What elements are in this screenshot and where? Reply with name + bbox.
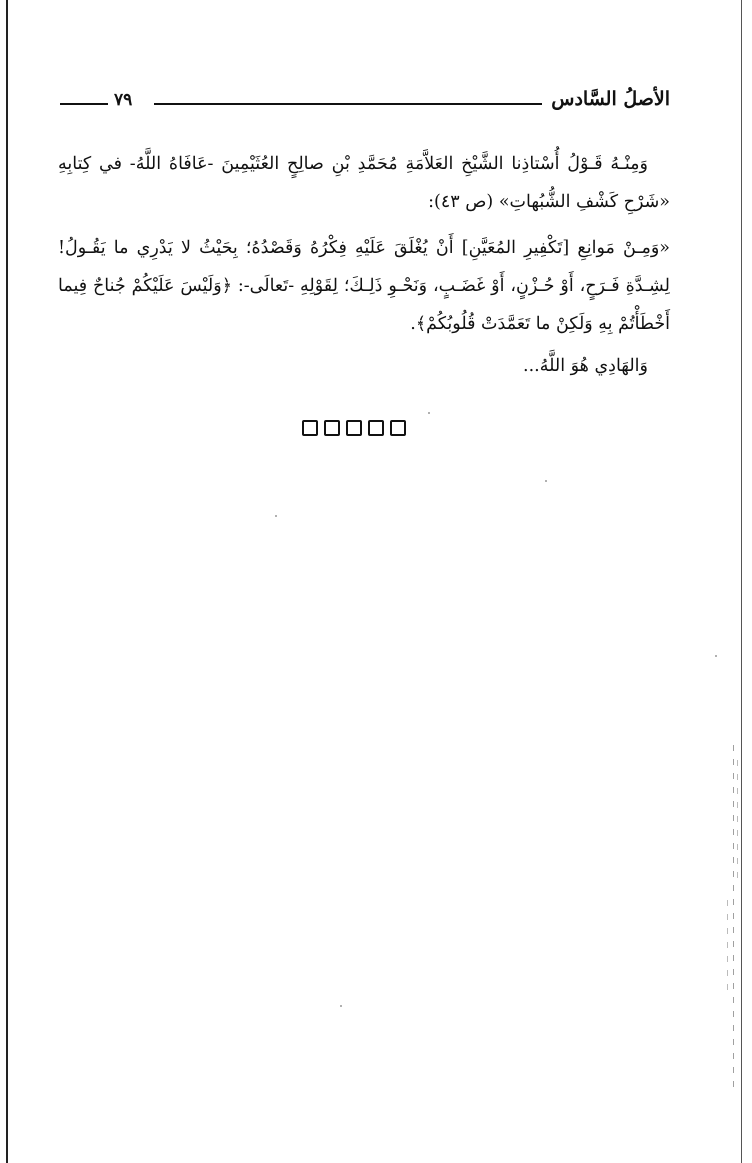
square-ornament-icon [368,420,384,436]
section-end-marker [302,420,406,440]
page-right-border [741,0,742,1163]
square-ornament-icon [302,420,318,436]
paragraph-intro: وَمِنْـهُ قَـوْلُ أُسْتاذِنا الشَّيْخِ العَلاَّمَةِ مُحَمَّدِ بْنِ صالِحٍ العُثَيْمِينَ -عَافَاهُ اللَّهُ- في كِتابِهِ «شَرْحِ كَشْفِ الشُّبُهاتِ» (ص ٤٣): [58,154,670,212]
paragraph-quote: «وَمِـنْ مَوانِعِ [تَكْفِيرِ المُعَيَّنِ] أَنْ يُغْلَقَ عَلَيْهِ فِكْرُهُ وَقَصْدُهُ؛ بِحَيْثُ لا يَدْرِي ما يَقُـولُ! لِشِـدَّةِ فَـرَحٍ، أَوْ حُـزْنٍ، أَوْ غَضَـبٍ، وَنَحْـوِ ذَلِـكَ؛ لِقَوْلِهِ -تَعالَى-: ﴿وَلَيْسَ عَلَيْكُمْ جُناحٌ فِيما أَخْطَأْتُمْ بِهِ وَلَكِنْ ما تَعَمَّدَتْ قُلُوبُكُمْ﴾. [58,238,670,334]
scan-speck [545,480,547,482]
page-left-border [6,0,8,1163]
header-rule [154,103,542,105]
chapter-title: الأصلُ السَّادس [551,88,670,110]
running-header [60,88,670,116]
square-ornament-icon [390,420,406,436]
scan-speck [275,515,277,517]
body-text [58,145,670,385]
scan-speck [428,412,430,414]
square-ornament-icon [346,420,362,436]
scan-edge-noise [727,900,728,990]
page-number: ٧٩ [114,90,133,110]
scan-speck [340,1005,342,1007]
header-dash [60,103,108,105]
scan-edge-noise [737,760,738,880]
scan-speck [715,655,717,657]
square-ornament-icon [324,420,340,436]
scan-edge-noise [733,745,734,1095]
paragraph-closing: وَالهَادِي هُوَ اللَّهُ... [523,356,648,376]
